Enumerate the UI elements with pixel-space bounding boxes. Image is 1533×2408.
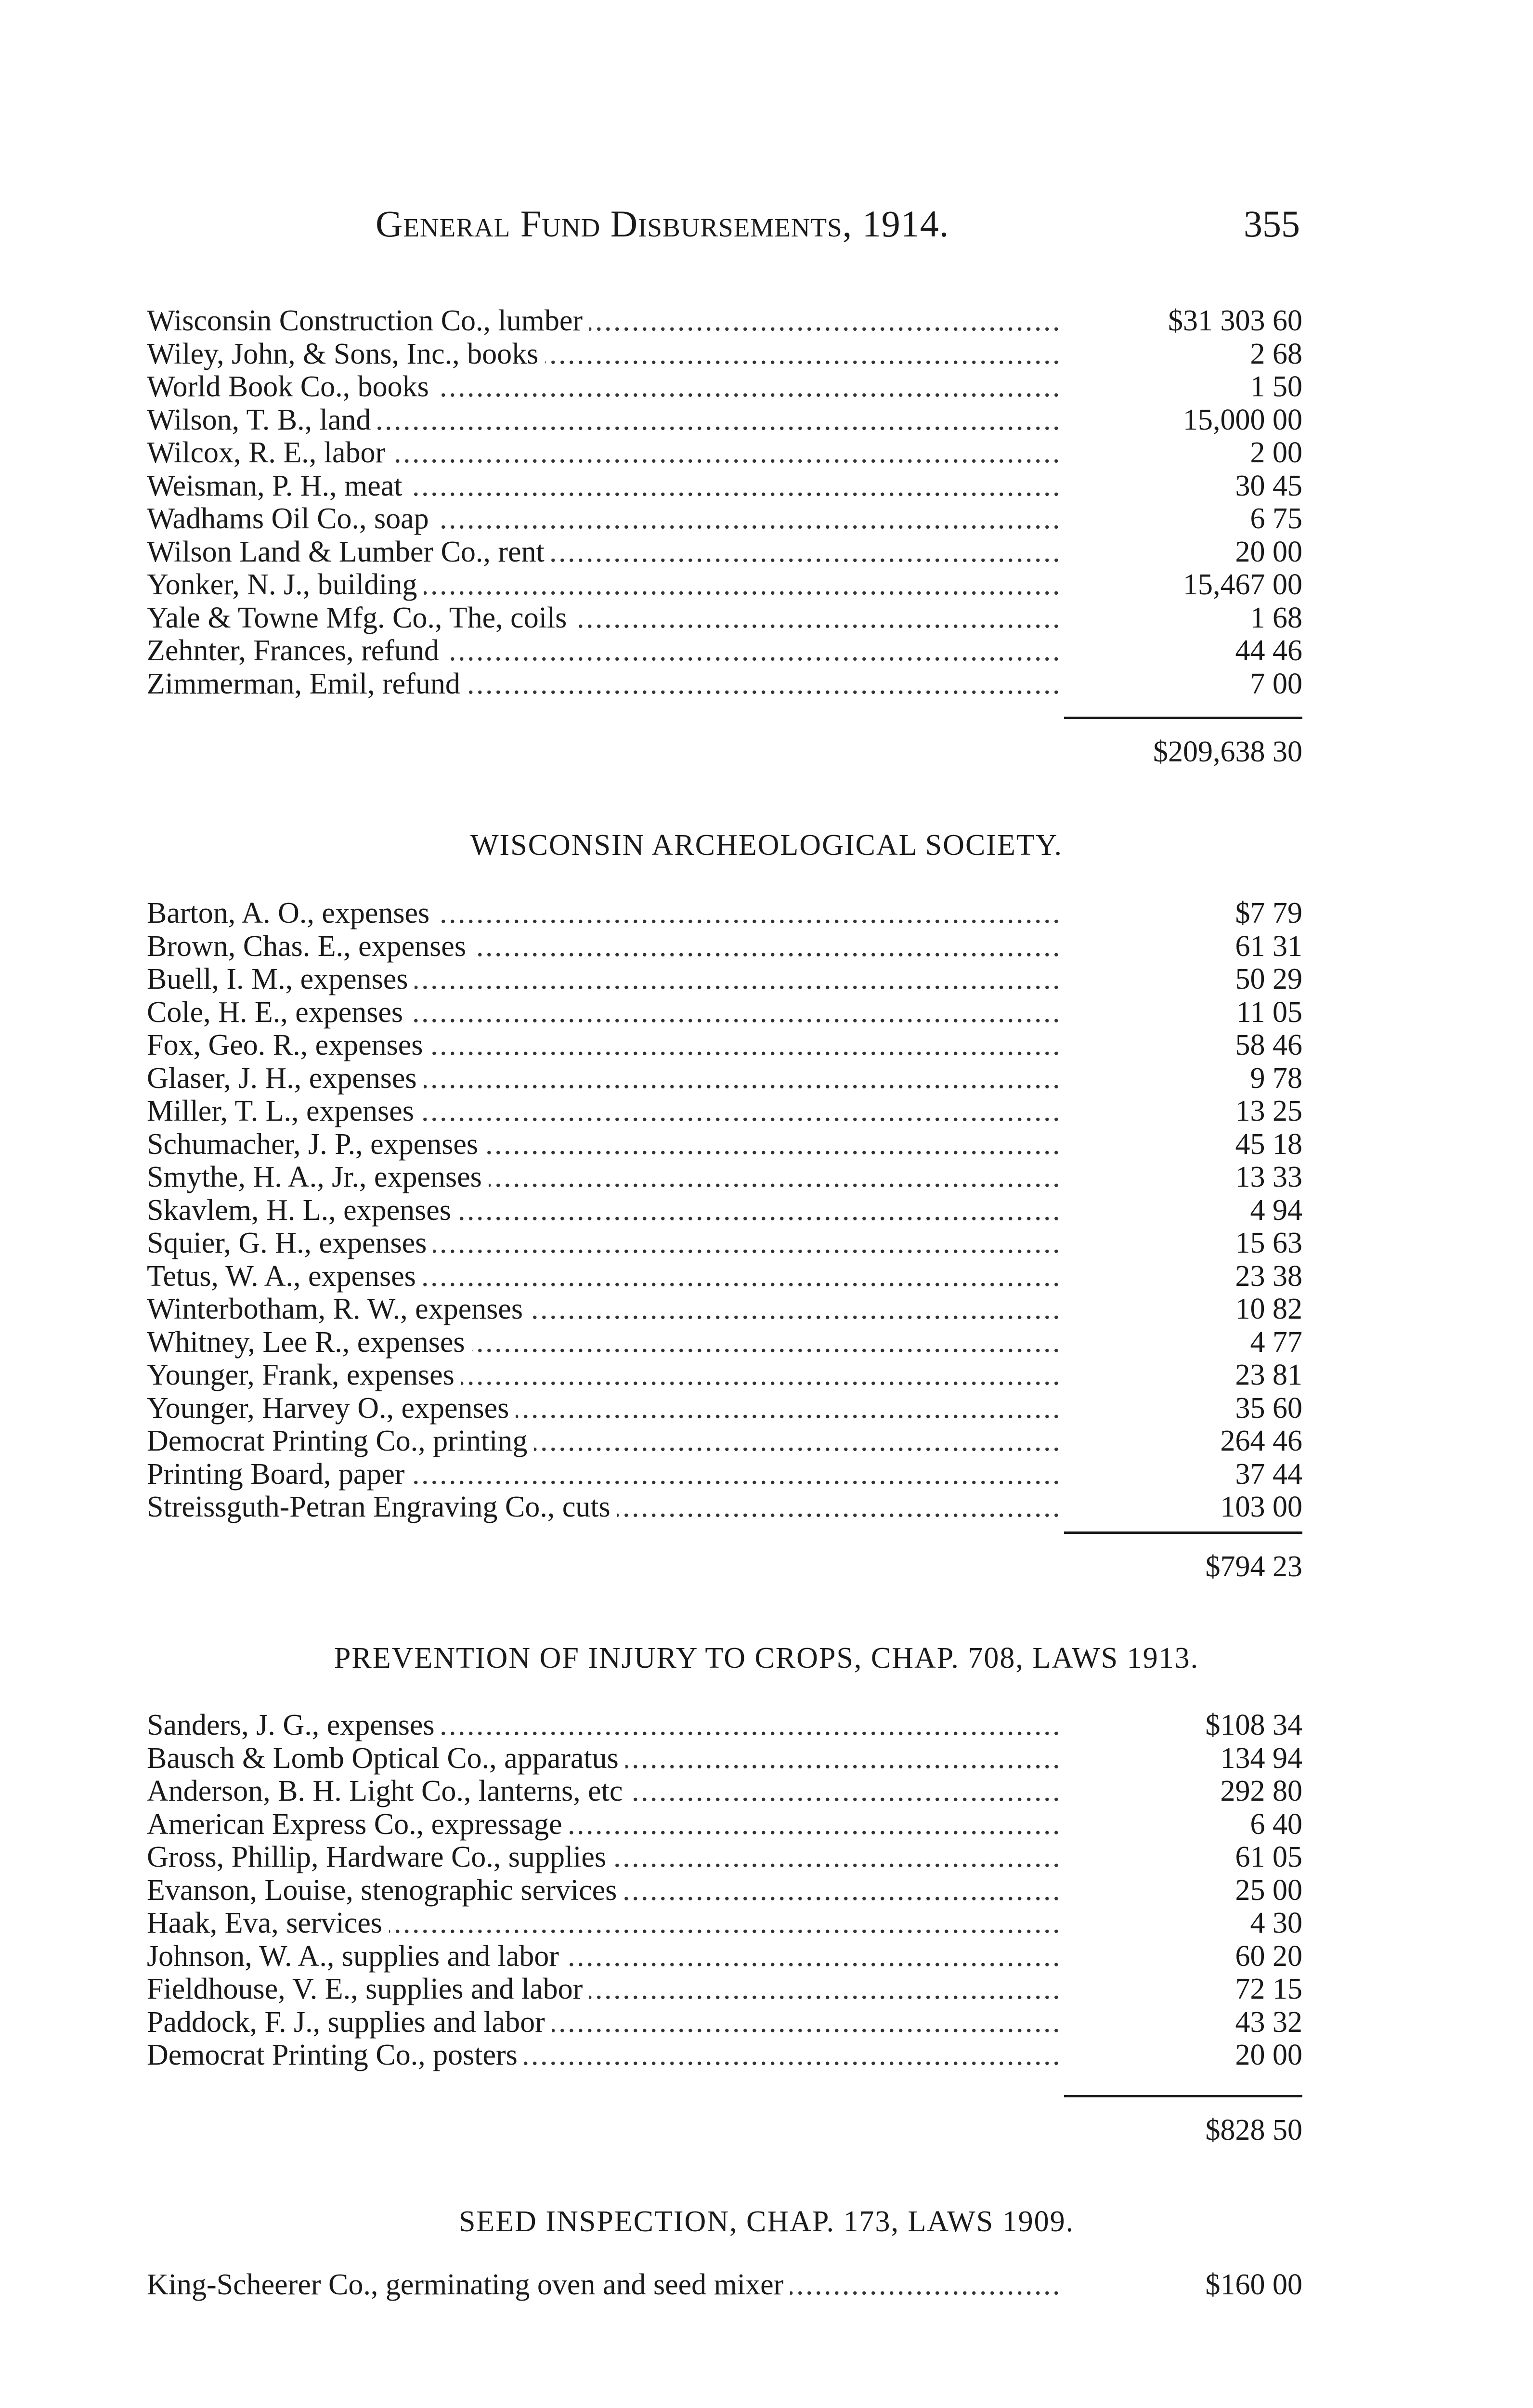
entry-text: Winterbotham, R. W., expenses [147, 1293, 530, 1325]
ledger-entry-amount: 6 40 [1250, 1807, 1302, 1841]
ledger-row [147, 1029, 1302, 1062]
ledger-entry-label [147, 1128, 1062, 1161]
entry-text: American Express Co., expressage [147, 1808, 569, 1841]
ledger-entry-label [147, 1227, 1062, 1260]
ledger-entry-amount: 30 45 [1235, 469, 1302, 502]
ledger-entry-label [147, 1425, 1062, 1458]
archeological-list [147, 897, 1302, 1524]
ledger-entry-amount: $7 79 [1235, 897, 1302, 929]
ledger-entry-label [147, 1775, 1062, 1808]
ledger-entry-label [147, 602, 1062, 635]
ledger-row [147, 1392, 1302, 1425]
ledger-entry-label [147, 304, 1062, 338]
entry-text: Wadhams Oil Co., soap [147, 502, 436, 535]
ledger-entry-label [147, 1392, 1062, 1425]
ledger-entry-label [147, 996, 1062, 1029]
entry-text: Fieldhouse, V. E., supplies and labor [147, 1973, 589, 2005]
ledger-row [147, 1841, 1302, 1874]
archeological-total: $794 23 [1205, 1550, 1302, 1583]
entry-text: Johnson, W. A., supplies and labor [147, 1940, 566, 1973]
ledger-entry-label [147, 536, 1062, 569]
ledger-entry-amount: 60 20 [1235, 1939, 1302, 1973]
ledger-entry-amount: 9 78 [1250, 1061, 1302, 1095]
ledger-entry-label [147, 1907, 1062, 1940]
ledger-row [147, 1194, 1302, 1227]
entry-text: Miller, T. L., expenses [147, 1095, 421, 1127]
entry-text: Tetus, W. A., expenses [147, 1260, 423, 1293]
ledger-entry-label [147, 1293, 1062, 1326]
entry-text: Sanders, J. G., expenses [147, 1709, 442, 1741]
entry-text: Whitney, Lee R., expenses [147, 1326, 472, 1359]
ledger-row [147, 470, 1302, 503]
ledger-entry-amount: 2 68 [1250, 337, 1302, 370]
entry-text: King-Scheerer Co., germinating oven and seed mixer [147, 2268, 790, 2301]
ledger-entry-amount: 20 00 [1235, 535, 1302, 568]
entry-text: Streissguth-Petran Engraving Co., cuts [147, 1491, 617, 1523]
entry-text: Yale & Towne Mfg. Co., The, coils [147, 602, 573, 634]
entry-text: Glaser, J. H., expenses [147, 1062, 424, 1095]
ledger-entry-label [147, 1458, 1062, 1491]
ledger-entry-label [147, 1260, 1062, 1293]
entry-text: Bausch & Lomb Optical Co., apparatus [147, 1742, 625, 1775]
ledger-entry-label [147, 404, 1062, 437]
entry-text: Anderson, B. H. Light Co., lanterns, etc [147, 1775, 629, 1807]
ledger-entry-amount: 4 94 [1250, 1193, 1302, 1227]
entry-text: Cole, H. E., expenses [147, 996, 410, 1029]
general-fund-total: $209,638 30 [1153, 735, 1302, 768]
ledger-entry-label [147, 370, 1062, 404]
ledger-row [147, 1907, 1302, 1940]
ledger-row [147, 963, 1302, 996]
ledger-entry-label [147, 1062, 1062, 1095]
ledger-entry-label [147, 667, 1062, 701]
crops-list [147, 1709, 1302, 2072]
ledger-row [147, 2268, 1302, 2302]
entry-text: Barton, A. O., expenses [147, 897, 436, 929]
ledger-entry-label [147, 1161, 1062, 1194]
ledger-entry-label [147, 568, 1062, 602]
ledger-row [147, 602, 1302, 635]
ledger-entry-amount: 15,467 00 [1183, 568, 1302, 601]
ledger-entry-amount: 103 00 [1220, 1491, 1302, 1523]
entry-text: Fox, Geo. R., expenses [147, 1029, 429, 1061]
ledger-entry-label [147, 1359, 1062, 1392]
entry-text: Wiley, John, & Sons, Inc., books [147, 338, 545, 370]
ledger-entry-amount: 264 46 [1220, 1425, 1302, 1457]
ledger-row [147, 536, 1302, 569]
entry-text: Younger, Frank, expenses [147, 1359, 461, 1391]
seed-list [147, 2268, 1302, 2302]
ledger-entry-label [147, 2006, 1062, 2039]
ledger-entry-label [147, 338, 1062, 371]
entry-text: Paddock, F. J., supplies and labor [147, 2006, 552, 2039]
ledger-entry-amount: 72 15 [1235, 1973, 1302, 2005]
entry-text: Weisman, P. H., meat [147, 470, 409, 502]
ledger-row [147, 996, 1302, 1029]
ledger-entry-label [147, 1491, 1062, 1524]
ledger-row [147, 404, 1302, 437]
ledger-entry-label [147, 1808, 1062, 1841]
ledger-entry-label [147, 963, 1062, 996]
entry-text: Wilcox, R. E., labor [147, 436, 392, 469]
ledger-entry-amount: 1 68 [1250, 601, 1302, 634]
crops-total: $828 50 [1205, 2114, 1302, 2146]
entry-text: Yonker, N. J., building [147, 568, 424, 601]
ledger-row [147, 1128, 1302, 1161]
ledger-entry-label [147, 1940, 1062, 1973]
ledger-entry-amount: 43 32 [1235, 2005, 1302, 2039]
entry-text: Democrat Printing Co., printing [147, 1425, 534, 1457]
ledger-row [147, 1095, 1302, 1128]
ledger-entry-label [147, 1709, 1062, 1742]
ledger-entry-label [147, 2039, 1062, 2072]
ledger-entry-amount: 45 18 [1235, 1127, 1302, 1161]
ledger-row [147, 1458, 1302, 1491]
entry-text: Democrat Printing Co., posters [147, 2039, 524, 2071]
ledger-entry-amount: 20 00 [1235, 2039, 1302, 2071]
ledger-entry-amount: 44 46 [1235, 634, 1302, 667]
ledger-entry-label [147, 2268, 1062, 2302]
entry-text: Smythe, H. A., Jr., expenses [147, 1161, 489, 1193]
ledger-entry-amount: 134 94 [1220, 1741, 1302, 1775]
ledger-row [147, 1425, 1302, 1458]
ledger-entry-label [147, 1841, 1062, 1874]
ledger-entry-amount: 10 82 [1235, 1293, 1302, 1325]
ledger-entry-label [147, 436, 1062, 470]
ledger-entry-amount: 25 00 [1235, 1873, 1302, 1907]
ledger-row [147, 634, 1302, 667]
ledger-entry-label [147, 1973, 1062, 2006]
ledger-row [147, 502, 1302, 536]
ledger-row [147, 1973, 1302, 2006]
entry-text: Buell, I. M., expenses [147, 963, 415, 995]
page-number: 355 [1244, 203, 1300, 245]
ledger-entry-label [147, 470, 1062, 503]
entry-text: Wilson Land & Lumber Co., rent [147, 536, 551, 568]
ledger-entry-amount: 2 00 [1250, 436, 1302, 469]
ledger-row [147, 1062, 1302, 1095]
ledger-entry-amount: 7 00 [1250, 667, 1302, 700]
entry-text: Zimmerman, Emil, refund [147, 667, 467, 700]
ledger-entry-label [147, 502, 1062, 536]
ledger-row [147, 338, 1302, 371]
entry-text: World Book Co., books [147, 370, 436, 403]
ledger-entry-amount: 15,000 00 [1183, 403, 1302, 436]
ledger-entry-label [147, 1194, 1062, 1227]
ledger-row [147, 1161, 1302, 1194]
entry-text: Zehnter, Frances, refund [147, 634, 446, 667]
ledger-entry-amount: 292 80 [1220, 1775, 1302, 1807]
ledger-entry-label [147, 634, 1062, 667]
section-title-text: PREVENTION OF INJURY TO CROPS, CHAP. 708, LAWS 1913. [334, 1642, 1199, 1675]
ledger-row [147, 1260, 1302, 1293]
entry-text: Squier, G. H., expenses [147, 1227, 433, 1259]
ledger-entry-amount: 13 33 [1235, 1161, 1302, 1193]
ledger-entry-amount: 50 29 [1235, 963, 1302, 995]
section-title-archeological [0, 828, 1533, 863]
section-title-text: SEED INSPECTION, CHAP. 173, LAWS 1909. [458, 2205, 1075, 2238]
ledger-entry-amount: 61 31 [1235, 929, 1302, 963]
running-head: General Fund Disbursements, 1914. [376, 203, 949, 245]
ledger-entry-amount: 23 81 [1235, 1359, 1302, 1391]
ledger-entry-label [147, 1874, 1062, 1907]
ledger-row [147, 568, 1302, 602]
ledger-entry-amount: 61 05 [1235, 1841, 1302, 1873]
ledger-row [147, 1709, 1302, 1742]
ledger-entry-amount: 58 46 [1235, 1029, 1302, 1061]
entry-text: Printing Board, paper [147, 1458, 412, 1491]
ledger-row [147, 1326, 1302, 1359]
section-title-seed [0, 2205, 1533, 2239]
ledger-entry-amount: 35 60 [1235, 1391, 1302, 1425]
ledger-entry-label [147, 1095, 1062, 1128]
ledger-row [147, 897, 1302, 930]
ledger-entry-label [147, 1742, 1062, 1775]
section-title-text: WISCONSIN ARCHEOLOGICAL SOCIETY. [470, 829, 1063, 862]
ledger-row [147, 1874, 1302, 1907]
ledger-entry-label [147, 897, 1062, 930]
ledger-entry-amount: $160 00 [1205, 2268, 1302, 2301]
ledger-row [147, 930, 1302, 963]
entry-text: Younger, Harvey O., expenses [147, 1392, 516, 1425]
ledger-entry-amount: 15 63 [1235, 1227, 1302, 1259]
ledger-entry-amount: 11 05 [1236, 995, 1302, 1029]
ledger-row [147, 1775, 1302, 1808]
total-rule [1064, 1531, 1302, 1534]
ledger-row [147, 1359, 1302, 1392]
ledger-entry-amount: 4 30 [1250, 1907, 1302, 1939]
ledger-entry-amount: 37 44 [1235, 1457, 1302, 1491]
ledger-row [147, 1742, 1302, 1775]
ledger-row [147, 1293, 1302, 1326]
entry-text: Skavlem, H. L., expenses [147, 1194, 458, 1227]
general-fund-list [147, 304, 1302, 700]
ledger-row [147, 667, 1302, 701]
ledger-entry-amount: $31 303 60 [1168, 304, 1302, 337]
ledger-entry-amount: 1 50 [1250, 370, 1302, 403]
total-rule [1064, 717, 1302, 719]
entry-text: Haak, Eva, services [147, 1907, 389, 1939]
entry-text: Brown, Chas. E., expenses [147, 930, 473, 963]
ledger-entry-label [147, 930, 1062, 963]
ledger-row [147, 1227, 1302, 1260]
ledger-entry-label [147, 1326, 1062, 1359]
total-rule [1064, 2095, 1302, 2097]
ledger-entry-label [147, 1029, 1062, 1062]
entry-text: Evanson, Louise, stenographic services [147, 1874, 624, 1907]
ledger-entry-amount: 4 77 [1250, 1325, 1302, 1359]
ledger-row [147, 370, 1302, 404]
ledger-row [147, 2006, 1302, 2039]
entry-text: Gross, Phillip, Hardware Co., supplies [147, 1841, 613, 1873]
ledger-row [147, 2039, 1302, 2072]
ledger-row [147, 1491, 1302, 1524]
ledger-row [147, 1808, 1302, 1841]
ledger-entry-amount: 13 25 [1235, 1095, 1302, 1127]
entry-text: Wilson, T. B., land [147, 404, 377, 436]
ledger-entry-amount: 6 75 [1250, 502, 1302, 535]
entry-text: Schumacher, J. P., expenses [147, 1128, 485, 1161]
ledger-row [147, 304, 1302, 338]
ledger-row [147, 436, 1302, 470]
ledger-entry-amount: $108 34 [1205, 1709, 1302, 1741]
ledger-entry-amount: 23 38 [1235, 1259, 1302, 1293]
section-title-crops [0, 1641, 1533, 1675]
ledger-row [147, 1940, 1302, 1973]
entry-text: Wisconsin Construction Co., lumber [147, 304, 589, 337]
